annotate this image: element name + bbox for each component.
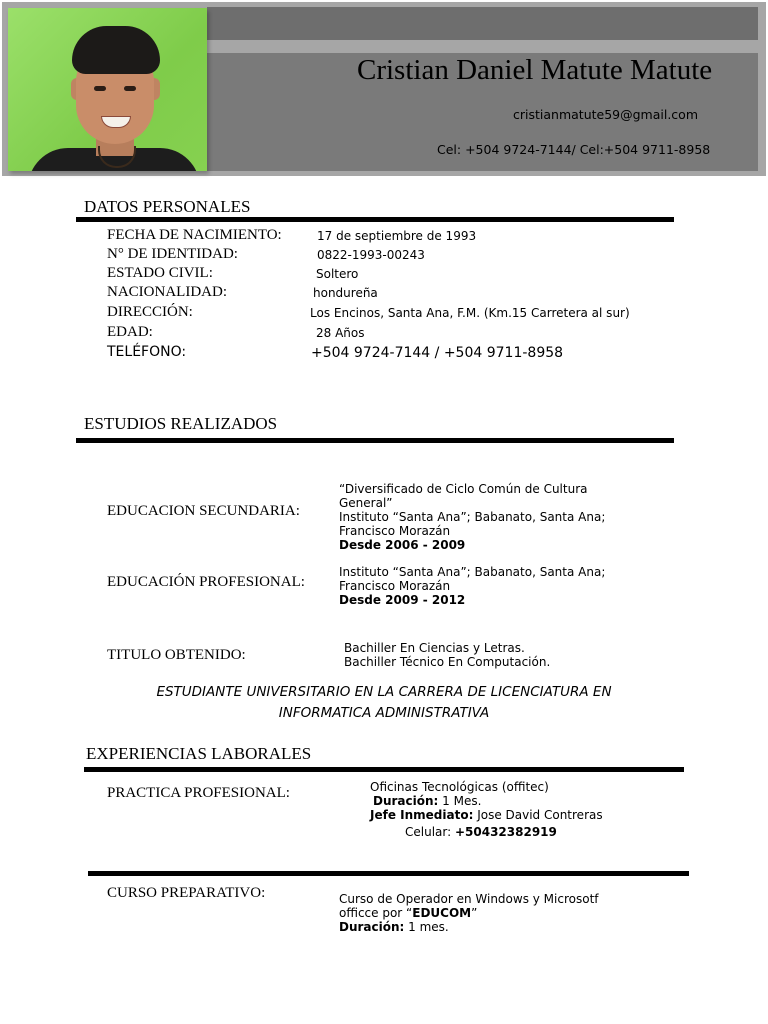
- label-id-number: N° DE IDENTIDAD:: [107, 246, 238, 262]
- degree-details: [344, 641, 550, 669]
- practice-duration-label: Duración:: [373, 794, 439, 808]
- value-id-number: 0822-1993-00243: [317, 248, 425, 262]
- secondary-line-4: Francisco Morazán: [339, 524, 451, 538]
- photo-eye-left: [94, 86, 106, 91]
- section-rule-personal: [76, 217, 674, 222]
- practice-cell-label: Celular:: [405, 825, 455, 839]
- practice-duration-value: 1 Mes.: [438, 794, 482, 808]
- label-practice: PRACTICA PROFESIONAL:: [107, 785, 290, 801]
- value-nationality: hondureña: [313, 286, 378, 300]
- practice-duration: [370, 794, 603, 808]
- university-note-line-1: ESTUDIANTE UNIVERSITARIO EN LA CARRERA DE LICENCIATURA EN: [156, 684, 612, 700]
- professional-line-2: Francisco Morazán: [339, 579, 451, 593]
- value-phone: +504 9724-7144 / +504 9711-8958: [311, 345, 564, 361]
- practice-details: [370, 780, 603, 822]
- candidate-name: Cristian Daniel Matute Matute: [357, 54, 713, 86]
- course-provider: EDUCOM: [412, 906, 472, 920]
- practice-cell: [405, 825, 557, 839]
- secondary-line-5: Desde 2006 - 2009: [339, 538, 466, 552]
- label-secondary-education: EDUCACION SECUNDARIA:: [107, 503, 300, 519]
- phone-numbers: Cel: +504 9724-7144/ Cel:+504 9711-8958: [437, 142, 711, 157]
- label-professional-education: EDUCACIÓN PROFESIONAL:: [107, 574, 305, 590]
- professional-line-1: Instituto “Santa Ana”; Babanato, Santa Ana;: [339, 565, 606, 579]
- value-age: 28 Años: [316, 326, 365, 340]
- label-birthdate: FECHA DE NACIMIENTO:: [107, 227, 282, 243]
- label-course: CURSO PREPARATIVO:: [107, 885, 266, 901]
- label-address: DIRECCIÓN:: [107, 304, 193, 320]
- value-civil-status: Soltero: [316, 267, 359, 281]
- divider-rule-course: [88, 871, 689, 876]
- course-line-1: Curso de Operador en Windows y Microsotf: [339, 892, 599, 906]
- email-address: cristianmatute59@gmail.com: [513, 107, 698, 122]
- degree-line-1: Bachiller En Ciencias y Letras.: [344, 641, 525, 655]
- section-rule-experience: [84, 767, 684, 772]
- university-note: [100, 682, 668, 724]
- practice-cell-value: +50432382919: [454, 825, 557, 839]
- course-duration: [339, 920, 599, 934]
- section-title-studies: ESTUDIOS REALIZADOS: [84, 414, 278, 433]
- practice-company: Oficinas Tecnológicas (offitec): [370, 780, 549, 794]
- course-details: [339, 892, 599, 934]
- course-duration-label: Duración:: [339, 920, 405, 934]
- photo-eye-right: [124, 86, 136, 91]
- secondary-line-2: General”: [339, 496, 393, 510]
- label-phone: TELÉFONO:: [107, 344, 187, 360]
- course-duration-value: 1 mes.: [404, 920, 449, 934]
- photo-hair: [72, 26, 160, 74]
- label-degree: TITULO OBTENIDO:: [107, 647, 246, 663]
- practice-boss: [370, 808, 603, 822]
- profile-photo: [8, 8, 207, 171]
- section-title-experience: EXPERIENCIAS LABORALES: [86, 744, 312, 763]
- label-nationality: NACIONALIDAD:: [107, 284, 227, 300]
- section-rule-studies: [76, 438, 674, 443]
- label-age: EDAD:: [107, 324, 153, 340]
- secondary-line-3: Instituto “Santa Ana”; Babanato, Santa Ana;: [339, 510, 606, 524]
- secondary-line-1: “Diversificado de Ciclo Común de Cultura: [339, 482, 588, 496]
- practice-boss-label: Jefe Inmediato:: [370, 808, 474, 822]
- label-civil-status: ESTADO CIVIL:: [107, 265, 213, 281]
- course-line-2: [339, 906, 599, 920]
- course-line-2-prefix: officce por “: [339, 906, 413, 920]
- course-line-2-suffix: ”: [471, 906, 478, 920]
- practice-boss-value: Jose David Contreras: [473, 808, 603, 822]
- professional-education-details: [339, 565, 605, 607]
- value-address: Los Encinos, Santa Ana, F.M. (Km.15 Carretera al sur): [310, 306, 630, 320]
- value-birthdate: 17 de septiembre de 1993: [317, 229, 477, 243]
- secondary-education-details: [339, 482, 605, 552]
- degree-line-2: Bachiller Técnico En Computación.: [344, 655, 551, 669]
- section-title-personal: DATOS PERSONALES: [84, 197, 251, 216]
- professional-line-3: Desde 2009 - 2012: [339, 593, 466, 607]
- university-note-line-2: INFORMATICA ADMINISTRATIVA: [278, 705, 490, 721]
- header-top-bar: [207, 7, 758, 40]
